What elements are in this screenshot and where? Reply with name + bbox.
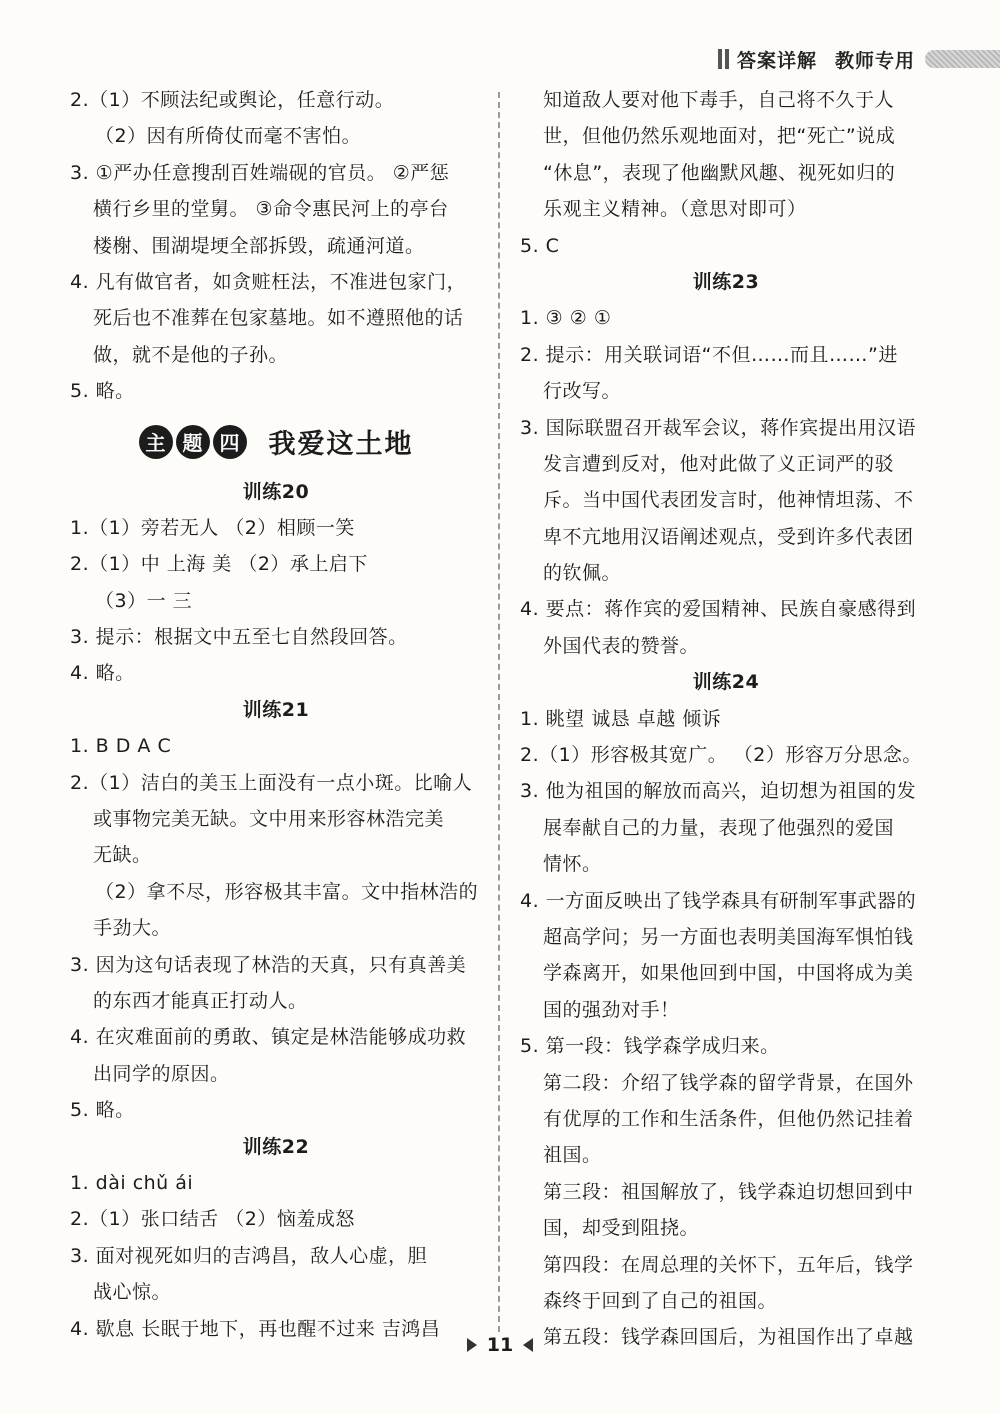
answer-line: 卑不亢地用汉语阐述观点，受到许多代表团 xyxy=(543,525,914,548)
answer-line: （3）一 三 xyxy=(95,589,193,612)
answer-line: 3. 他为祖国的解放而高兴，迫切想为祖国的发 xyxy=(520,780,917,803)
answer-line: （2）拿不尽，形容极其丰富。文中指林浩的 xyxy=(95,880,479,903)
answer-line: 世，但他仍然乐观地面对，把“死亡”说成 xyxy=(543,125,896,148)
answer-line: 2.（1）中 上海 美 （2）承上启下 xyxy=(70,553,368,576)
answer-line: 第三段：祖国解放了，钱学森迫切想回到中 xyxy=(543,1180,914,1203)
theme-heading xyxy=(70,410,482,474)
answer-line: 发言遭到反对，他对此做了义正词严的驳 xyxy=(543,452,895,475)
theme-badge: 四 xyxy=(213,425,247,459)
theme-badge: 主 xyxy=(139,425,173,459)
answer-line: 3. ①严办任意搜刮百姓端砚的官员。 ②严惩 xyxy=(70,161,450,184)
answer-line: 祖国。 xyxy=(543,1144,602,1167)
answer-line: 2.（1）张口结舌 （2）恼羞成怒 xyxy=(70,1208,355,1231)
arrow-right-icon xyxy=(467,1338,477,1352)
answer-line: 行改写。 xyxy=(543,380,622,403)
theme-badge: 题 xyxy=(176,425,210,459)
answer-line: 国，却受到阻挠。 xyxy=(543,1217,700,1240)
answer-line: 森终于回到了自己的祖国。 xyxy=(543,1289,778,1312)
answer-line: 做，就不是他的子孙。 xyxy=(93,343,289,366)
answer-line: 展奉献自己的力量，表现了他强烈的爱国 xyxy=(543,816,895,839)
answer-line: 2.（1）不顾法纪或舆论，任意行动。 xyxy=(70,89,395,111)
answer-line: 情怀。 xyxy=(543,853,602,876)
arrow-left-icon xyxy=(523,1338,533,1352)
answer-line: 国的强劲对手！ xyxy=(543,998,680,1021)
answer-line: 手劲大。 xyxy=(93,917,172,940)
header-label-answers: 答案详解 xyxy=(736,49,817,72)
answer-line: 1. 眺望 诚恳 卓越 倾诉 xyxy=(520,707,722,730)
answer-line: 死后也不准葬在包家墓地。如不遵照他的话 xyxy=(93,307,464,330)
answer-line: 无缺。 xyxy=(93,844,152,867)
answer-line: 1. dài chǔ ái xyxy=(70,1171,194,1194)
answer-line: 的东西才能真正打动人。 xyxy=(93,989,308,1012)
answer-line: 有优厚的工作和生活条件，但他仍然记挂着 xyxy=(543,1107,914,1130)
column-divider xyxy=(498,92,500,1332)
answer-line: 4. 歇息 长眠于地下，再也醒不过来 吉鸿昌 xyxy=(70,1317,441,1340)
header-bars-icon xyxy=(718,49,729,69)
answer-line: 4. 凡有做官者，如贪赃枉法，不准进包家门， xyxy=(70,270,467,293)
page-number: 11 xyxy=(486,1334,514,1356)
answer-line: 4. 略。 xyxy=(70,662,135,685)
answer-line: （2）因有所倚仗而毫不害怕。 xyxy=(95,125,362,148)
page-header xyxy=(718,44,1000,74)
answer-line: 外国代表的赞誉。 xyxy=(543,634,700,657)
answer-line: 3. 因为这句话表现了林浩的天真，只有真善美 xyxy=(70,953,467,976)
answer-line: 1. ③ ② ① xyxy=(520,307,612,330)
answer-line: 的钦佩。 xyxy=(543,562,622,585)
answer-line: 战心惊。 xyxy=(93,1281,172,1304)
answer-line: 1. B D A C xyxy=(70,735,172,758)
answer-line: 3. 提示：根据文中五至七自然段回答。 xyxy=(70,626,408,649)
answer-line: 5. 略。 xyxy=(70,380,135,403)
page-footer xyxy=(0,1330,1000,1360)
theme-title: 我爱这土地 xyxy=(268,429,414,461)
answer-line: 3. 面对视死如归的吉鸿昌，敌人心虚，胆 xyxy=(70,1244,428,1267)
answer-line: “休息”，表现了他幽默风趣、视死如归的 xyxy=(543,161,896,184)
answer-line: 学森离开，如果他回到中国，中国将成为美 xyxy=(543,962,914,985)
answer-line: 5. 第一段：钱学森学成归来。 xyxy=(520,1035,780,1058)
answer-line: 斥。当中国代表团发言时，他神情坦荡、不 xyxy=(543,489,914,512)
answer-line: 第四段：在周总理的关怀下，五年后，钱学 xyxy=(543,1253,914,1276)
answer-line: 1.（1）旁若无人 （2）相顾一笑 xyxy=(70,516,355,539)
section-heading-24: 训练24 xyxy=(692,671,760,694)
answer-line: 乐观主义精神。（意思对即可） xyxy=(543,198,807,221)
answer-line: 楼榭、围湖堤埂全部拆毁，疏通河道。 xyxy=(93,234,425,257)
answer-line: 5. 略。 xyxy=(70,1099,135,1122)
answer-line: 第二段：介绍了钱学森的留学背景，在国外 xyxy=(543,1071,914,1094)
theme-badges xyxy=(139,425,247,459)
answer-line: 超高学问；另一方面也表明美国海军惧怕钱 xyxy=(543,925,914,948)
right-column xyxy=(520,82,932,1356)
answer-line: 出同学的原因。 xyxy=(93,1062,230,1085)
answer-line: 知道敌人要对他下毒手，自己将不久于人 xyxy=(543,89,895,111)
section-heading-21: 训练21 xyxy=(242,698,310,721)
answer-line: 第五段：钱学森回国后，为祖国作出了卓越 xyxy=(543,1326,914,1349)
answer-line: 4. 一方面反映出了钱学森具有研制军事武器的 xyxy=(520,889,917,912)
answer-line: 3. 国际联盟召开裁军会议，蒋作宾提出用汉语 xyxy=(520,416,917,439)
answer-line: 4. 要点：蒋作宾的爱国精神、民族自豪感得到 xyxy=(520,598,917,621)
header-label-teacher: 教师专用 xyxy=(834,49,915,72)
section-heading-23: 训练23 xyxy=(692,270,760,293)
answer-line: 2. 提示：用关联词语“不但……而且……”进 xyxy=(520,343,898,366)
section-heading-22: 训练22 xyxy=(242,1135,310,1158)
section-heading-20: 训练20 xyxy=(242,480,310,503)
header-decoration xyxy=(925,50,1000,68)
answer-line: 2.（1）洁白的美玉上面没有一点小斑。比喻人 xyxy=(70,771,473,794)
answer-line: 横行乡里的堂舅。 ③命令惠民河上的亭台 xyxy=(93,198,449,221)
answer-line: 5. C xyxy=(520,234,560,257)
left-column xyxy=(70,82,482,1347)
answer-line: 2.（1）形容极其宽广。 （2）形容万分思念。 xyxy=(520,744,922,767)
answer-line: 或事物完美无缺。文中用来形容林浩完美 xyxy=(93,808,445,831)
answer-line: 4. 在灾难面前的勇敢、镇定是林浩能够成功救 xyxy=(70,1026,467,1049)
